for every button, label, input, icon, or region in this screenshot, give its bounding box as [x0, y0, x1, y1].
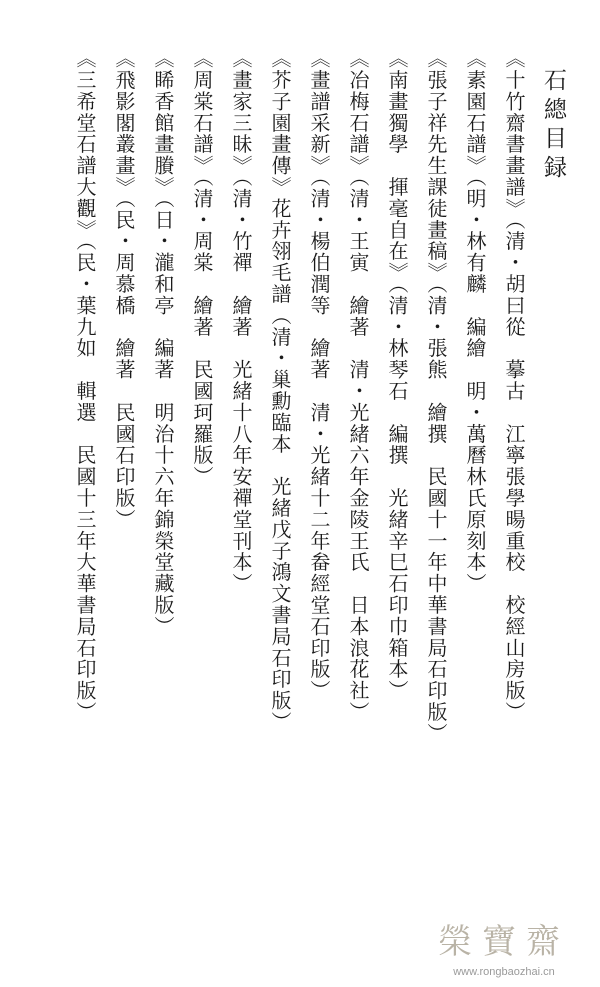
list-item-6: 《畫譜采新》（清・楊伯潤等 繪著 清・光緒十二年畚經堂石印版） [307, 48, 331, 702]
watermark-url: www.rongbaozhai.cn [453, 966, 555, 978]
list-item-9: 《周棠石譜》（清・周棠 繪著 民國珂羅版） [190, 48, 214, 488]
list-item-1: 《十竹齋書畫譜》（清・胡曰從 摹古 江寧張學暘重校 校經山房版） [502, 48, 526, 723]
list-item-11: 《飛影閣叢畫》（民・周慕橋 繪著 民國石印版） [112, 48, 136, 531]
list-item-7: 《芥子園畫傳》花卉翎毛譜（清・巢勳臨本 光緒戊子鴻文書局石印版） [268, 48, 292, 733]
list-item-12: 《三希堂石譜大觀》（民・葉九如 輯選 民國十三年大華書局石印版） [73, 48, 97, 723]
list-item-10: 《睎香館畫賸》（日・瀧和亭 編著 明治十六年錦榮堂藏版） [151, 48, 175, 638]
list-item-3: 《張子祥先生課徒畫稿》（清・張熊 繪撰 民國十一年中華書局石印版） [424, 48, 448, 745]
list-item-5: 《冶梅石譜》（清・王寅 繪著 清・光緒六年金陵王氏 日本浪花社） [346, 48, 370, 723]
list-item-2: 《素園石譜》（明・林有麟 編繪 明・萬曆林氏原刻本） [463, 48, 487, 595]
list-item-4: 《南畫獨學 揮毫自在》（清・林琴石 編撰 光緒辛巳石印巾箱本） [385, 48, 409, 702]
list-item-8: 《畫家三昧》（清・竹禪 繪著 光緒十八年安禪堂刊本） [229, 48, 253, 595]
page-title: 石總目録 [540, 68, 566, 184]
watermark [438, 919, 570, 979]
watermark-logo: 榮寶齋 [438, 922, 570, 962]
